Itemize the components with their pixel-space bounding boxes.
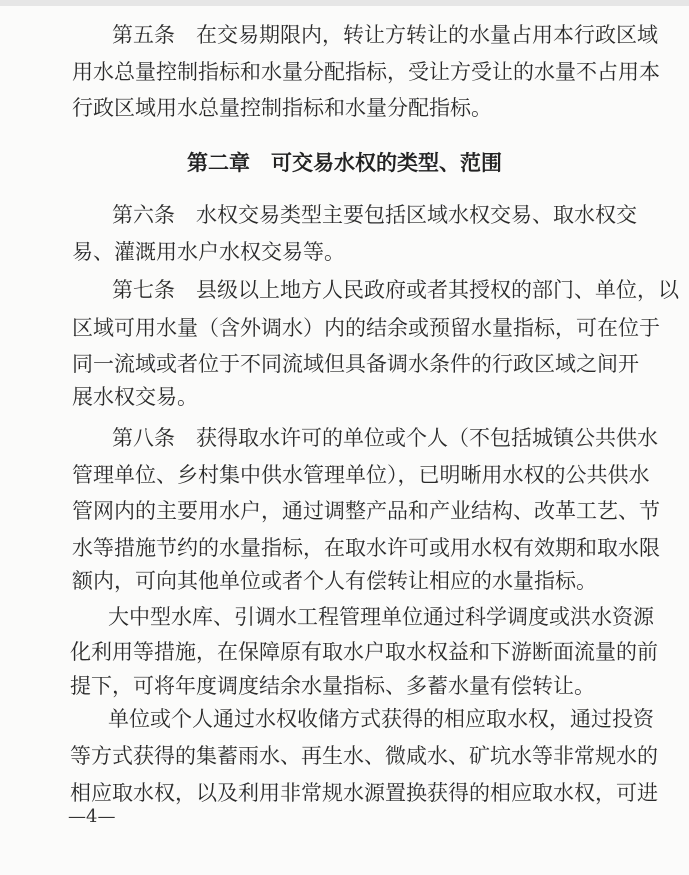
text-line: 同一流域或者位于不同流域但具备调水条件的行政区域之间开 <box>72 352 639 376</box>
text-line: 水等措施节约的水量指标，在取水许可或用水权有效期和取水限 <box>72 536 660 560</box>
text-line: 提下，可将年度调度结余水量指标、多蓄水量有偿转让。 <box>70 674 595 698</box>
text-line: 区域可用水量（含外调水）内的结余或预留水量指标，可在位于 <box>72 316 660 340</box>
text-line: 大中型水库、引调水工程管理单位通过科学调度或洪水资源 <box>108 605 654 629</box>
text-line: 化利用等措施，在保障原有取水户取水权益和下游断面流量的前 <box>70 640 658 664</box>
text-line: 易、灌溉用水户水权交易等。 <box>72 240 345 264</box>
text-line: 管网内的主要用水户，通过调整产品和产业结构、改革工艺、节 <box>72 499 660 523</box>
text-line: 相应取水权，以及利用非常规水源置换获得的相应取水权，可进 <box>70 781 658 805</box>
text-line: 展水权交易。 <box>72 385 198 409</box>
text-line: 管理单位、乡村集中供水管理单位），已明晰用水权的公共供水 <box>72 463 650 487</box>
text-line: 第五条 在交易期限内，转让方转让的水量占用本行政区域 <box>112 23 658 47</box>
text-line: 额内，可向其他单位或者个人有偿转让相应的水量指标。 <box>72 569 597 593</box>
text-line: 行政区域用水总量控制指标和水量分配指标。 <box>72 96 492 120</box>
text-line: 用水总量控制指标和水量分配指标，受让方受让的水量不占用本 <box>72 60 660 84</box>
text-line: 单位或个人通过水权收储方式获得的相应取水权，通过投资 <box>108 707 654 731</box>
text-line: 等方式获得的集蓄雨水、再生水、微咸水、矿坑水等非常规水的 <box>70 744 658 768</box>
text-line: 第六条 水权交易类型主要包括区域水权交易、取水权交 <box>112 203 637 227</box>
scan-edge <box>0 0 689 6</box>
text-line: 第八条 获得取水许可的单位或个人（不包括城镇公共供水 <box>112 426 658 450</box>
page-number: —4— <box>68 806 116 827</box>
text-line: 第七条 县级以上地方人民政府或者其授权的部门、单位，以 <box>112 278 679 302</box>
chapter-heading: 第二章 可交易水权的类型、范围 <box>187 151 502 175</box>
